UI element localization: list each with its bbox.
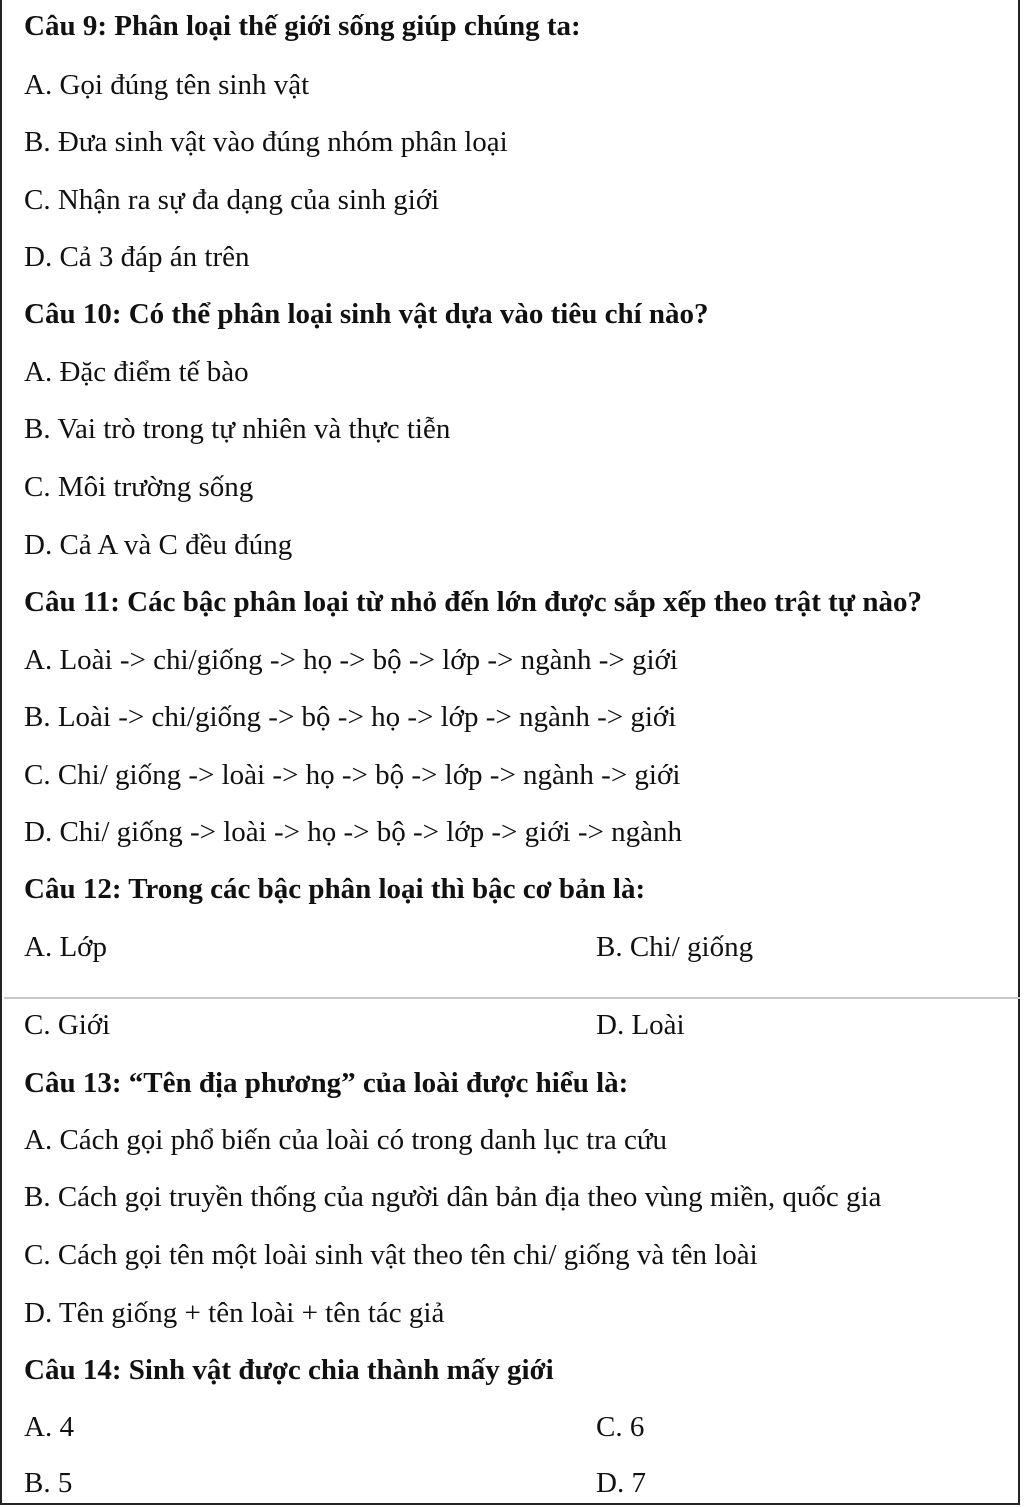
q9-option-b: B. Đưa sinh vật vào đúng nhóm phân loại	[24, 126, 508, 158]
question-12: Câu 12: Trong các bậc phân loại thì bậc cơ bản là:	[24, 873, 646, 905]
q14-option-a: A. 4	[24, 1411, 74, 1443]
q12-option-c: C. Giới	[24, 1009, 111, 1041]
q10-option-b: B. Vai trò trong tự nhiên và thực tiễn	[24, 413, 451, 445]
q9-option-a: A. Gọi đúng tên sinh vật	[24, 69, 310, 101]
question-10: Câu 10: Có thể phân loại sinh vật dựa vào tiêu chí nào?	[24, 298, 709, 330]
q13-option-a: A. Cách gọi phổ biến của loài có trong danh lục tra cứu	[24, 1124, 668, 1156]
table-divider	[4, 997, 1020, 999]
q11-option-c: C. Chi/ giống -> loài -> họ -> bộ -> lớp -> ngành -> giới	[24, 759, 681, 791]
q13-option-d: D. Tên giống + tên loài + tên tác giả	[24, 1297, 445, 1329]
q11-option-d: D. Chi/ giống -> loài -> họ -> bộ -> lớp -> giới -> ngành	[24, 816, 682, 848]
q14-option-c: C. 6	[596, 1411, 645, 1443]
q11-option-b: B. Loài -> chi/giống -> bộ -> họ -> lớp -> ngành -> giới	[24, 701, 677, 733]
q13-option-b: B. Cách gọi truyền thống của người dân bản địa theo vùng miền, quốc gia	[24, 1181, 882, 1213]
q10-option-a: A. Đặc điểm tế bào	[24, 356, 249, 388]
q14-option-b: B. 5	[24, 1467, 73, 1499]
q9-option-c: C. Nhận ra sự đa dạng của sinh giới	[24, 184, 440, 216]
q12-option-d: D. Loài	[596, 1009, 685, 1041]
q10-option-c: C. Môi trường sống	[24, 471, 254, 503]
q13-option-c: C. Cách gọi tên một loài sinh vật theo tên chi/ giống và tên loài	[24, 1239, 758, 1271]
question-14: Câu 14: Sinh vật được chia thành mấy giới	[24, 1354, 554, 1386]
q12-option-b: B. Chi/ giống	[596, 931, 754, 963]
q9-option-d: D. Cả 3 đáp án trên	[24, 241, 250, 273]
q11-option-a: A. Loài -> chi/giống -> họ -> bộ -> lớp -> ngành -> giới	[24, 644, 678, 676]
q14-option-d: D. 7	[596, 1467, 646, 1499]
q10-option-d: D. Cả A và C đều đúng	[24, 529, 293, 561]
question-9: Câu 9: Phân loại thế giới sống giúp chúng ta:	[24, 10, 581, 42]
q12-option-a: A. Lớp	[24, 931, 107, 963]
question-13: Câu 13: “Tên địa phương” của loài được hiểu là:	[24, 1067, 629, 1099]
question-11: Câu 11: Các bậc phân loại từ nhỏ đến lớn được sắp xếp theo trật tự nào?	[24, 586, 923, 618]
